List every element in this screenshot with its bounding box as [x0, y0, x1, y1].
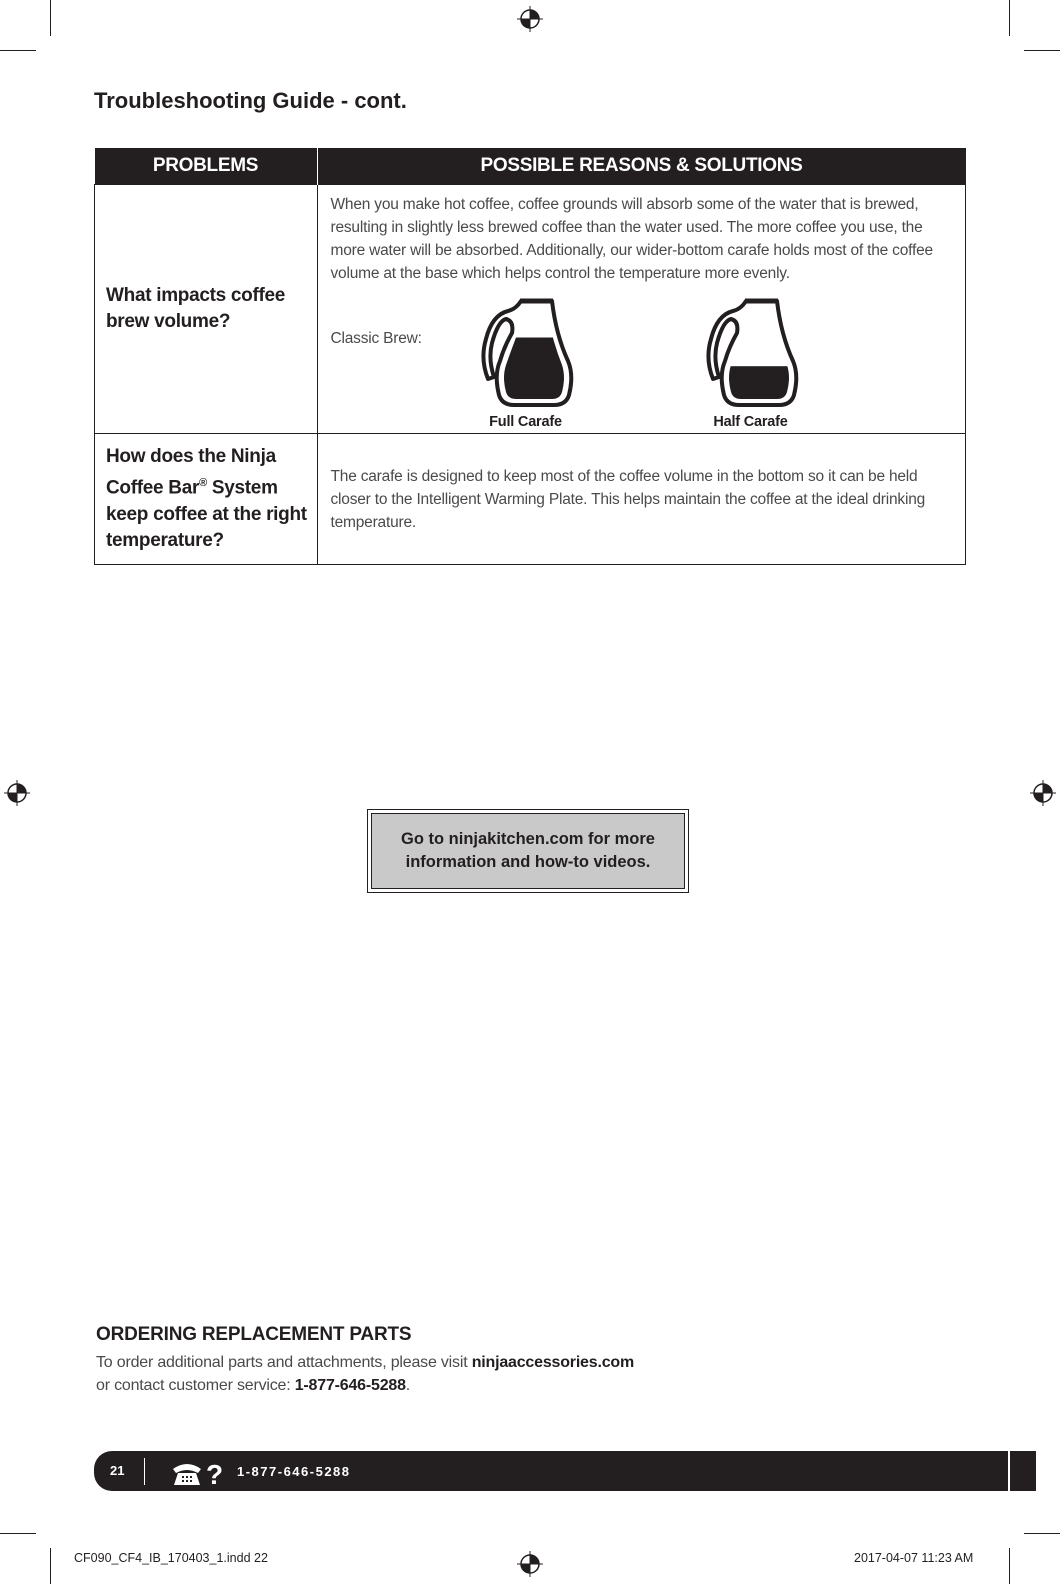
registration-mark-icon — [517, 6, 543, 32]
phone-help-icon — [170, 1457, 230, 1487]
customer-service-phone[interactable]: 1-877-646-5288 — [294, 1377, 406, 1394]
crop-mark — [0, 1533, 36, 1534]
problem-cell: What impacts coffee brew volume? — [95, 185, 318, 434]
crop-mark — [50, 1548, 51, 1584]
crop-mark — [1024, 1533, 1060, 1534]
info-callout-inner — [371, 813, 685, 889]
registered-mark: ® — [199, 477, 207, 490]
footer-notch — [1008, 1451, 1010, 1491]
info-line-1: Go to ninjakitchen.com for more — [401, 830, 655, 848]
table-row — [95, 434, 966, 565]
half-carafe-icon — [701, 297, 801, 409]
registration-mark-icon — [517, 1551, 543, 1577]
half-carafe-coffee-fill — [721, 366, 801, 399]
problem-text: System keep coffee at the right temperature? — [106, 477, 307, 551]
column-header-problems: PROBLEMS — [95, 148, 318, 185]
table-row — [95, 185, 966, 434]
troubleshooting-table — [94, 148, 966, 565]
full-carafe — [476, 297, 576, 434]
page-title: Troubleshooting Guide - cont. — [94, 88, 407, 113]
table-header-row — [95, 148, 966, 185]
half-carafe — [701, 297, 801, 434]
ordering-title: ORDERING REPLACEMENT PARTS — [96, 1324, 412, 1345]
carafe-illustration — [330, 297, 954, 430]
crop-mark — [50, 0, 51, 36]
page-number: 21 — [110, 1463, 125, 1478]
full-carafe-label: Full Carafe — [489, 414, 562, 430]
footer-phone-number[interactable]: 1-877-646-5288 — [237, 1464, 351, 1479]
ordering-line1-text: To order additional parts and attachments, please visit — [96, 1354, 472, 1371]
svg-text:?: ? — [206, 1459, 224, 1487]
crop-mark — [1009, 0, 1010, 36]
crop-mark — [1024, 50, 1060, 51]
problem-cell — [95, 434, 318, 565]
problem-text: How does the Ninja Coffee Bar — [106, 446, 276, 499]
crop-mark — [1009, 1548, 1010, 1584]
brew-label: Classic Brew: — [330, 330, 422, 347]
footer-divider — [144, 1458, 145, 1485]
solution-cell: The carafe is designed to keep most of the coffee volume in the bottom so it can be held closer to the Intelligent Warming Plate. This helps maintain the coffee at the ideal drinking temperature. — [317, 434, 966, 565]
registration-mark-icon — [4, 780, 30, 806]
info-line-2: information and how-to videos. — [405, 853, 651, 871]
crop-mark — [0, 50, 36, 51]
solution-text: When you make hot coffee, coffee grounds will absorb some of the water that is brewed, resulting in slightly less brewed coffee than the water used. The more coffee you use, the more water will be absorbed. Additionally, our wider-bottom carafe holds most of the coffee volume at the base which helps control the temperature more evenly. — [330, 196, 933, 282]
solution-cell — [317, 185, 966, 434]
ordering-line2-end: . — [405, 1377, 411, 1394]
accessories-link[interactable]: ninjaaccessories.com — [471, 1354, 635, 1371]
full-carafe-icon — [476, 297, 576, 409]
slug-filename: CF090_CF4_IB_170403_1.indd 22 — [74, 1551, 268, 1565]
info-callout — [367, 809, 689, 893]
column-header-solutions: POSSIBLE REASONS & SOLUTIONS — [317, 148, 966, 185]
registration-mark-icon — [1030, 780, 1056, 806]
ordering-text — [96, 1351, 634, 1397]
slug-timestamp: 2017-04-07 11:23 AM — [854, 1551, 974, 1565]
footer-bar — [94, 1451, 1036, 1491]
half-carafe-label: Half Carafe — [713, 414, 788, 430]
ordering-line2-text: or contact customer service: — [96, 1377, 295, 1394]
